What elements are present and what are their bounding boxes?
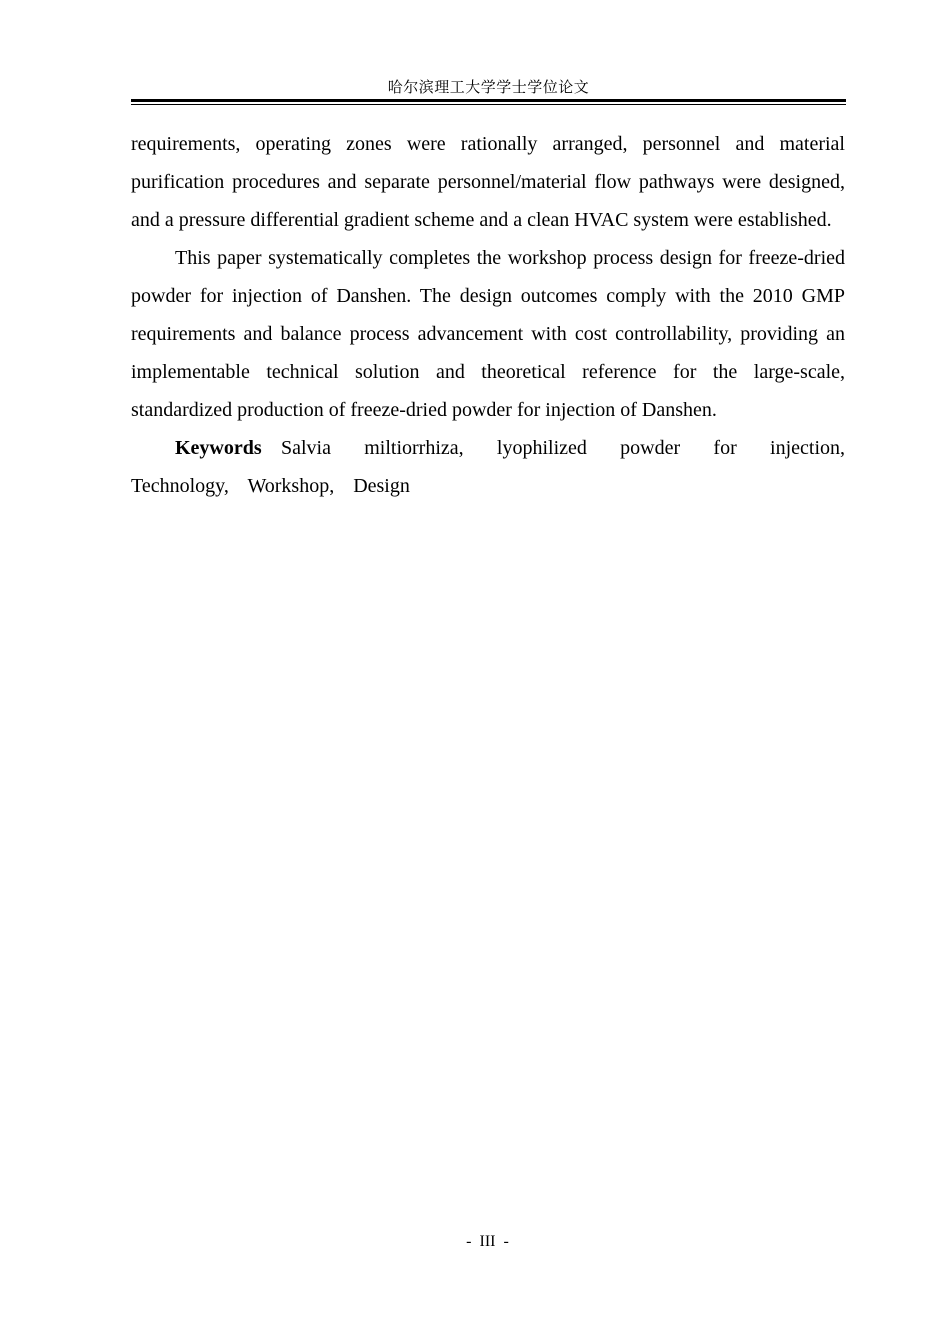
page-number: - III -: [466, 1233, 509, 1250]
abstract-paragraph-continued: requirements, operating zones were rationally arranged, personnel and material purification procedures and separate personnel/material flow pathways were designed, and a pressure differential gradient scheme and a clean HVAC system were established.: [131, 133, 845, 231]
header-rule-thin: [131, 104, 846, 105]
abstract-paragraph-conclusion: This paper systematically completes the workshop process design for freeze-dried powder for injection of Danshen. The design outcomes comply with the 2010 GMP requirements and balance process advancement with cost controllability, providing an implementable technical solution and theoretical reference for the large-scale, standardized production of freeze-dried powder for injection of Danshen.: [131, 247, 845, 421]
running-header: 哈尔滨理工大学学士学位论文: [387, 80, 590, 96]
keywords-text: Salvia miltiorrhiza, lyophilized powder for injection, Technology, Workshop, Design: [131, 437, 845, 497]
keywords-line: [131, 429, 845, 505]
header-rule-thick: [131, 99, 846, 102]
keywords-label: Keywords: [175, 437, 262, 459]
abstract-body: [131, 125, 845, 505]
